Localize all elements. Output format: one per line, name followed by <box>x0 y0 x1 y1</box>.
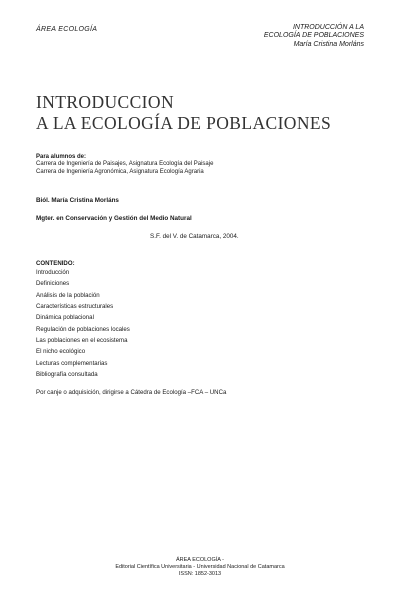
header-author: María Cristina Morláns <box>293 40 364 48</box>
footer <box>0 557 400 579</box>
contents-item: Las poblaciones en el ecosistema <box>36 337 128 345</box>
audience-line-2: Carrera de Ingeniería Agronómica, Asignatura Ecología Agraria <box>36 168 204 175</box>
contents-item: Regulación de poblaciones locales <box>36 325 130 333</box>
author-degree: Mgter. en Conservación y Gestión del Medio Natural <box>36 215 192 222</box>
audience-line-1: Carrera de Ingeniería de Paisajes, Asignatura Ecología del Paisaje <box>36 161 214 168</box>
place-date: S.F. del V. de Catamarca, 2004. <box>150 233 239 240</box>
header-area-label: ÁREA ECOLOGÍA <box>36 26 98 33</box>
header-title-line-2: ECOLOGÍA DE POBLACIONES <box>263 32 364 40</box>
header-running-title <box>264 24 364 49</box>
title-line-2: A LA ECOLOGÍA DE POBLACIONES <box>36 113 332 133</box>
contents-item: Características estructurales <box>36 303 114 311</box>
contents-item: El nicho ecológico <box>36 348 86 356</box>
contents-item: Lecturas complementarias <box>36 359 108 367</box>
contents-item: Análisis de la población <box>36 291 100 299</box>
footer-line-2: Editorial Científica Universitaria - Universidad Nacional de Catamarca <box>115 564 285 571</box>
contents-item: Introducción <box>36 269 70 276</box>
header-title-line-1: INTRODUCCIÓN A LA <box>292 24 364 31</box>
contents-section <box>36 260 130 380</box>
footer-line-3: ISSN: 1852-3013 <box>178 571 222 578</box>
author-name: Biól. María Cristina Morláns <box>36 197 119 204</box>
contents-item: Bibliografía consultada <box>36 371 98 379</box>
title-line-1: INTRODUCCION <box>36 92 174 112</box>
acquisition-note: Por canje o adquisición, dirigirse a Cátedra de Ecología –FCA – UNCa <box>36 389 227 396</box>
footer-line-1: ÁREA ECOLOGÍA - <box>176 557 224 563</box>
contents-heading: CONTENIDO: <box>36 260 75 267</box>
contents-list <box>36 267 130 380</box>
audience-heading: Para alumnos de: <box>36 154 87 160</box>
audience-block <box>36 154 213 176</box>
document-title <box>36 92 331 134</box>
contents-item: Dinámica poblacional <box>36 314 94 322</box>
contents-item: Definiciones <box>36 280 70 288</box>
